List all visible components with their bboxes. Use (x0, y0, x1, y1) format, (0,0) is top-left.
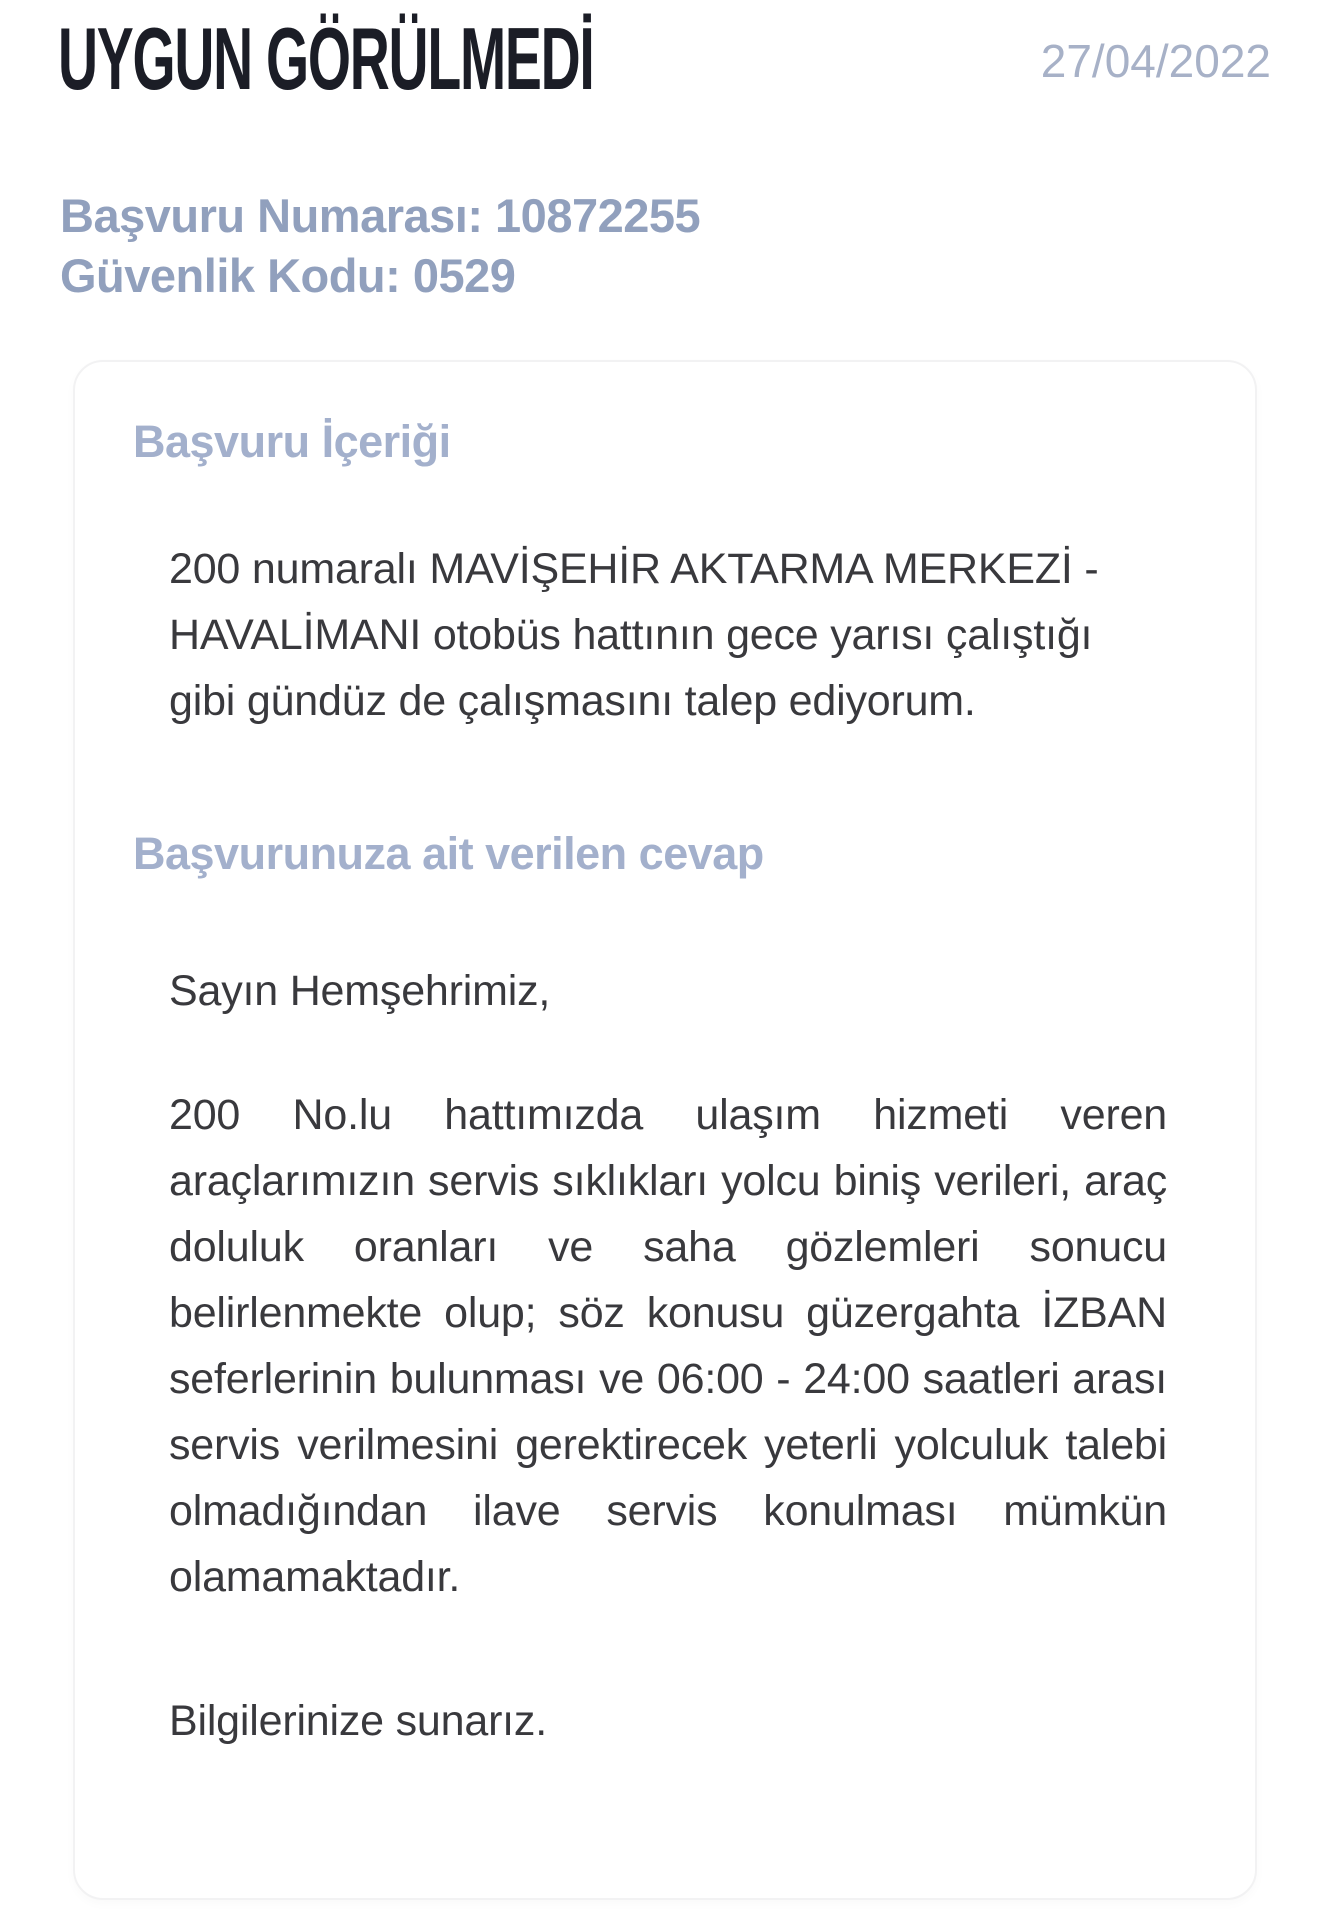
status-title: UYGUN GÖRÜLMEDİ (58, 9, 594, 108)
security-code-value: 0529 (412, 249, 516, 302)
application-number-label: Başvuru Numarası: (60, 189, 496, 242)
security-code-row (60, 246, 700, 306)
request-body-text: 200 numaralı MAVİŞEHİR AKTARMA MERKEZİ - HAVALİMANI otobüs hattının gece yarısı çalıştığı gibi gündüz de çalışmasını talep ediyorum. (169, 545, 1099, 725)
response-greeting-text: Sayın Hemşehrimiz, (169, 967, 551, 1015)
response-section-title: Başvurunuza ait verilen cevap (133, 828, 764, 879)
application-detail-card (73, 360, 1257, 1900)
application-meta (60, 186, 700, 306)
response-body-text: 200 No.lu hattımızda ulaşım hizmeti veren araçlarımızın servis sıklıkları yolcu biniş verileri, araç doluluk oranları ve saha gözlemleri sonucu belirlenmekte olup; söz konusu güzergahta İZBAN seferlerinin bulunması ve 06:00 - 24:00 saatleri arası servis verilmesini gerektirecek yeterli yolculuk talebi olmadığından ilave servis konulması mümkün olamamaktadır. (169, 1091, 1167, 1601)
response-closing-text: Bilgilerinize sunarız. (169, 1697, 547, 1745)
security-code-label: Güvenlik Kodu: (60, 249, 413, 302)
request-section-title: Başvuru İçeriği (133, 416, 451, 467)
application-date: 27/04/2022 (1040, 35, 1271, 87)
application-number-value: 10872255 (495, 189, 701, 242)
page-header (0, 0, 1331, 150)
application-number-row (60, 186, 700, 246)
